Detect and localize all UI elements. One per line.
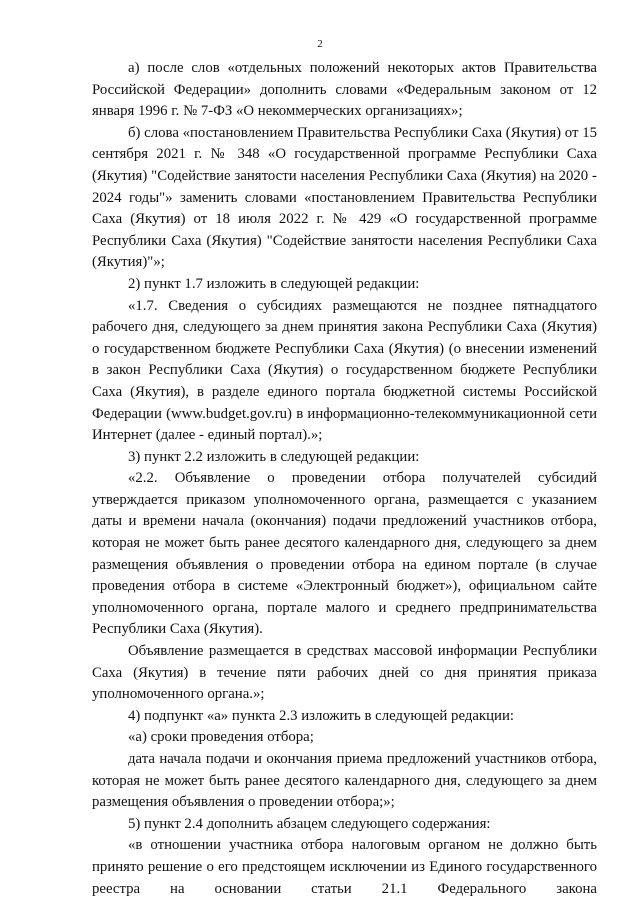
- paragraph-item-2-intro: 2) пункт 1.7 изложить в следующей редакции:: [128, 275, 420, 292]
- page-number: 2: [317, 38, 323, 50]
- paragraph-submission-dates: дата начала подачи и окончания приема предложений участников отбора, которая не может быть ранее десятого календарного дня, следующего за днем размещения объявления о проведении отбора;»;: [92, 751, 597, 811]
- paragraph-amendment-a: а) после слов «отдельных положений некоторых актов Правительства Российской Федерации» дополнить словами «Федеральным законом от 12 января 1996 г. № 7-ФЗ «О некоммерческих организациях»;: [92, 60, 597, 120]
- paragraph-subclause-a: «а) сроки проведения отбора;: [128, 729, 314, 746]
- paragraph-clause-2-2: «2.2. Объявление о проведении отбора получателей субсидий утверждается приказом уполномоченного органа, размещается с указанием даты и времени начала (окончания) подачи предложений участников отбора, которая не может быть ранее десятого календарного дня, следующего за днем размещения объявления о проведении отбора на едином портале (в случае проведения отбора в системе «Электронный бюджет»), официальном сайте уполномоченного органа, портале малого и среднего предпринимательства Республики Саха (Якутия).: [92, 470, 597, 638]
- paragraph-item-5-intro: 5) пункт 2.4 дополнить абзацем следующего содержания:: [128, 815, 491, 832]
- paragraph-clause-2-2-announcement: Объявление размещается в средствах массовой информации Республики Саха (Якутия) в течение пяти рабочих дней со дня принятия приказа уполномоченного органа.»;: [92, 643, 597, 703]
- document-body: [92, 58, 597, 900]
- paragraph-clause-1-7: «1.7. Сведения о субсидиях размещаются не позднее пятнадцатого рабочего дня, следующего за днем принятия закона Республики Саха (Якутия) о государственном бюджете Республики Саха (Якутия) (о внесении изменений в закон Республики Саха (Якутия) о государственном бюджете Республики Саха (Якутия), в разделе единого портала бюджетной системы Российской Федерации (www.budget.gov.ru) в информационно-телекоммуникационной сети Интернет (далее - единый портал).»;: [92, 297, 597, 444]
- paragraph-clause-2-4-addition: «в отношении участника отбора налоговым органом не должно быть принято решение о его предстоящем исключении из Единого государственного реестра на основании статьи 21.1 Федерального закона: [92, 837, 597, 897]
- paragraph-item-3-intro: 3) пункт 2.2 изложить в следующей редакции:: [128, 448, 420, 465]
- paragraph-item-4-intro: 4) подпункт «а» пункта 2.3 изложить в следующей редакции:: [128, 707, 514, 724]
- paragraph-amendment-b: б) слова «постановлением Правительства Республики Саха (Якутия) от 15 сентября 2021 г. № 348 «О государственной программе Республики Саха (Якутия) "Содействие занятости населения Республики Саха (Якутия) на 2020 - 2024 годы"» заменить словами «постановлением Правительства Республики Саха (Якутия) от 18 июля 2022 г. № 429 «О государственной программе Республики Саха (Якутия) "Содействие занятости населения Республики Саха (Якутия)"»;: [92, 124, 597, 271]
